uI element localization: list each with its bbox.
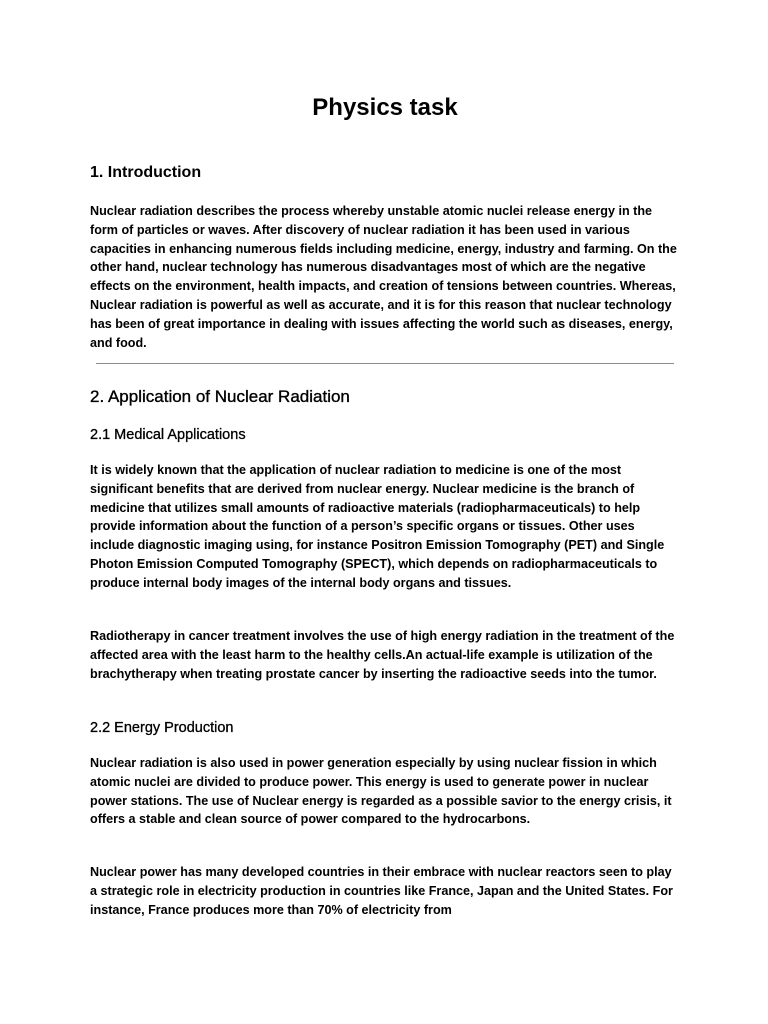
introduction-paragraph: Nuclear radiation describes the process whereby unstable atomic nuclei release energy in the form of particles or waves. After discovery of nuclear radiation it has been used in various capacities in enhancing numerous fields including medicine, energy, industry and farming. On the other hand, nuclear technology has numerous disadvantages most of which are the negative effects on the environment, health impacts, and creation of tensions between countries. Whereas, Nuclear radiation is powerful as well as accurate, and it is for this reason that nuclear technology has been of great importance in dealing with issues affecting the world such as diseases, energy, and food. — [90, 204, 677, 350]
medical-paragraph-1: It is widely known that the application of nuclear radiation to medicine is one of the most significant benefits that are derived from nuclear energy. Nuclear medicine is the branch of medicine that utilizes small amounts of radioactive materials (radiopharmaceuticals) to help provide information about the function of a person’s specific organs or tissues. Other uses include diagnostic imaging using, for instance Positron Emission Tomography (PET) and Single Photon Emission Computed Tomography (SPECT), which depends on radiopharmaceuticals to produce internal body images of the internal body organs and tissues. — [90, 463, 665, 590]
subsection-heading-medical: 2.1 Medical Applications — [90, 427, 246, 443]
energy-paragraph-1: Nuclear radiation is also used in power generation especially by using nuclear fission in which atomic nuclei are divided to produce power. This energy is used to generate power in nuclear power stations. The use of Nuclear energy is regarded as a possible savior to the energy crisis, it offers a stable and clean source of power compared to the hydrocarbons. — [90, 756, 672, 827]
subsection-heading-energy: 2.2 Energy Production — [90, 720, 234, 736]
section-heading-application: 2. Application of Nuclear Radiation — [90, 387, 350, 406]
medical-paragraph-2: Radiotherapy in cancer treatment involves the use of high energy radiation in the treatment of the affected area with the least harm to the healthy cells.An actual-life example is utilization of the brachytherapy when treating prostate cancer by inserting the radioactive seeds into the tumor. — [90, 629, 675, 681]
section-divider — [96, 363, 674, 364]
document-title: Physics task — [312, 94, 458, 121]
section-heading-introduction: 1. Introduction — [90, 164, 202, 181]
energy-paragraph-2: Nuclear power has many developed countries in their embrace with nuclear reactors seen to play a strategic role in electricity production in countries like France, Japan and the United States. For instance, France produces more than 70% of electricity from — [90, 865, 673, 917]
